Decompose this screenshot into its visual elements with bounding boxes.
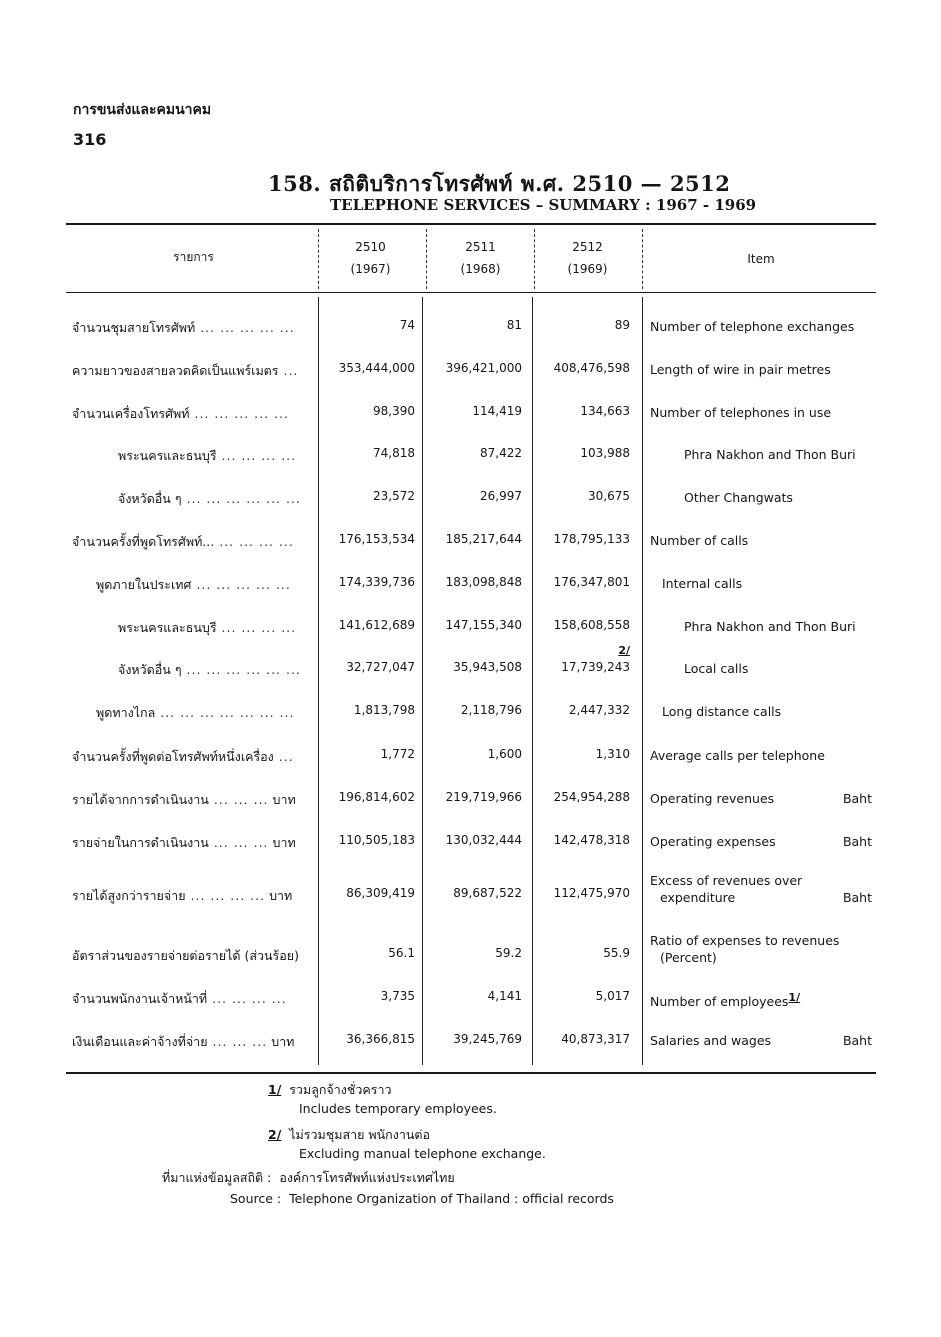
row-label-english-line2: (Percent) [660, 950, 717, 965]
row-label-thai-text: รายได้จากการดำเนินงาน [72, 792, 209, 807]
value-1968: 1,600 [487, 747, 522, 761]
row-label-english-text: Length of wire in pair metres [650, 362, 831, 377]
row-label-thai [72, 747, 315, 767]
row-label-english-text: Other Changwats [684, 490, 793, 505]
col-divider [642, 229, 643, 289]
header-year-3-ce: (1969) [567, 262, 608, 276]
header-year-1-be: 2510 [355, 240, 386, 254]
row-label-english-text: Salaries and wages [650, 1033, 772, 1048]
leader-dots: ... ... ... ... [214, 534, 294, 549]
row-label-english [650, 833, 872, 850]
row-unit-thai: บาท [268, 835, 296, 850]
leader-dots: ... ... ... ... ... ... [181, 491, 301, 506]
value-1968: 2,118,796 [460, 703, 522, 717]
row-label-english [650, 747, 872, 764]
row-label-thai-text: รายจ่ายในการดำเนินงาน [72, 835, 209, 850]
row-unit-thai: บาท [267, 1034, 295, 1049]
value-1968: 4,141 [487, 989, 522, 1003]
row-label-thai [72, 946, 315, 966]
col-divider [318, 229, 319, 289]
value-1967: 74,818 [373, 446, 415, 460]
value-1967: 23,572 [373, 489, 415, 503]
leader-dots: ... [273, 749, 294, 764]
table-title-english: TELEPHONE SERVICES – SUMMARY : 1967 - 1969 [330, 196, 757, 214]
row-label-thai-text: พูดทางไกล [96, 705, 156, 720]
table-title-thai-text: สถิติบริการโทรศัพท์ พ.ศ. 2510 — 2512 [328, 171, 731, 196]
value-1969-footnote-mark: 2/ [618, 644, 630, 657]
row-footnote-mark: 1/ [788, 991, 801, 1004]
row-label-english-text: Ratio of expenses to revenues [650, 933, 840, 948]
value-1967: 32,727,047 [346, 660, 415, 674]
footnote-1-thai: รวมลูกจ้างชั่วคราว [289, 1082, 392, 1097]
row-unit-english: Baht [842, 890, 872, 905]
row-label-english [650, 532, 872, 549]
value-1969: 1,310 [595, 747, 630, 761]
row-label-thai [72, 703, 339, 723]
row-label-english [650, 618, 906, 635]
value-1968: 114,419 [472, 404, 522, 418]
row-label-thai [72, 404, 315, 424]
header-year-2-be: 2511 [465, 240, 496, 254]
leader-dots: ... ... ... [208, 835, 269, 850]
row-label-english [650, 703, 884, 720]
col-divider [534, 229, 535, 289]
leader-dots: ... ... ... ... ... ... [181, 662, 301, 677]
row-label-thai [72, 318, 315, 338]
source-text-english: Telephone Organization of Thailand : official records [289, 1191, 614, 1206]
row-label-english-text: Excess of revenues over [650, 873, 803, 888]
row-unit-english: Baht [842, 1033, 872, 1048]
header-year-1 [318, 236, 423, 280]
value-1968: 396,421,000 [445, 361, 522, 375]
value-1968: 89,687,522 [453, 886, 522, 900]
row-label-thai-text: จังหวัดอื่น ๆ [118, 662, 182, 677]
footnote-1-english: Includes temporary employees. [299, 1101, 497, 1116]
row-label-english-line2: expenditure [660, 890, 736, 905]
value-1967: 86,309,419 [346, 886, 415, 900]
header-item-thai: รายการ [173, 250, 214, 264]
row-label-english-text: Operating expenses [650, 834, 776, 849]
row-label-english-text: Long distance calls [662, 704, 782, 719]
row-label-english [650, 404, 872, 421]
value-1968: 185,217,644 [445, 532, 522, 546]
row-label-thai [72, 361, 315, 381]
row-label-english-text: Number of telephones in use [650, 405, 832, 420]
source-label-english: Source : [230, 1191, 282, 1206]
value-1969: 158,608,558 [553, 618, 630, 632]
value-1967: 110,505,183 [338, 833, 415, 847]
row-label-english-text: Number of telephone exchanges [650, 319, 855, 334]
row-label-english-text: Phra Nakhon and Thon Buri [684, 619, 856, 634]
row-label-thai [72, 575, 339, 595]
footnote-1 [268, 1080, 391, 1100]
row-unit-thai: บาท [268, 792, 296, 807]
value-1969: 134,663 [580, 404, 630, 418]
value-1969: 112,475,970 [553, 886, 630, 900]
value-1967: 36,366,815 [346, 1032, 415, 1046]
value-1967: 174,339,736 [338, 575, 415, 589]
value-1967: 141,612,689 [338, 618, 415, 632]
value-1967: 56.1 [388, 946, 415, 960]
row-label-english-text: Operating revenues [650, 791, 775, 806]
row-label-english [650, 989, 872, 1010]
header-year-1-ce: (1967) [350, 262, 391, 276]
value-1967: 196,814,602 [338, 790, 415, 804]
header-year-2 [428, 236, 533, 280]
footnote-2 [268, 1125, 430, 1145]
row-label-english [650, 790, 872, 807]
value-1969: 103,988 [580, 446, 630, 460]
row-unit-english: Baht [842, 834, 872, 849]
footnote-1-mark: 1/ [268, 1082, 282, 1097]
row-label-thai-text: พระนครและธนบุรี [118, 620, 217, 635]
header-rule [66, 292, 876, 293]
value-1967: 353,444,000 [338, 361, 415, 375]
row-label-thai-text: รายได้สูงกว่ารายจ่าย [72, 888, 186, 903]
row-label-thai [72, 532, 315, 552]
value-1967: 98,390 [373, 404, 415, 418]
value-1967: 1,772 [380, 747, 415, 761]
value-1969: 5,017 [595, 989, 630, 1003]
value-1969: 178,795,133 [553, 532, 630, 546]
row-label-thai-text: จำนวนครั้งที่พูดต่อโทรศัพท์หนึ่งเครื่อง [72, 749, 274, 764]
row-unit-thai: บาท [265, 888, 293, 903]
value-1969: 89 [614, 318, 630, 332]
value-1969: 17,739,243 [561, 660, 630, 674]
row-label-english [650, 1032, 872, 1049]
value-1968: 219,719,966 [445, 790, 522, 804]
value-1967: 3,735 [380, 989, 415, 1003]
row-label-thai-text: จำนวนครั้งที่พูดโทรศัพท์... [72, 534, 215, 549]
leader-dots: ... ... ... ... [216, 448, 297, 463]
row-label-thai-text: ความยาวของสายลวดคิดเป็นแพร์เมตร [72, 363, 279, 378]
source-thai [162, 1168, 455, 1188]
row-label-thai [72, 989, 315, 1009]
row-label-thai-text: พูดภายในประเทศ [96, 577, 192, 592]
value-1968: 183,098,848 [445, 575, 522, 589]
row-label-english-text: Number of calls [650, 533, 749, 548]
row-label-thai-text: พระนครและธนบุรี [118, 448, 217, 463]
footnote-2-thai: ไม่รวมชุมสาย พนักงานต่อ [289, 1127, 431, 1142]
header-year-3-be: 2512 [572, 240, 603, 254]
value-1969: 40,873,317 [561, 1032, 630, 1046]
value-1969: 142,478,318 [553, 833, 630, 847]
row-label-english-text: Average calls per telephone [650, 748, 825, 763]
footnote-2-english: Excluding manual telephone exchange. [299, 1146, 546, 1161]
value-1969: 254,954,288 [553, 790, 630, 804]
row-label-english [650, 932, 872, 966]
leader-dots: ... ... ... [208, 792, 269, 807]
row-label-english [650, 660, 906, 677]
col-divider [422, 297, 423, 1065]
source-english [230, 1191, 614, 1206]
value-1968: 147,155,340 [445, 618, 522, 632]
col-divider [642, 297, 643, 1065]
row-label-english [650, 872, 872, 906]
col-divider [426, 229, 427, 289]
row-label-thai [72, 790, 315, 810]
value-1967: 176,153,534 [338, 532, 415, 546]
row-label-english-text: Local calls [684, 661, 749, 676]
value-1968: 35,943,508 [453, 660, 522, 674]
value-1969: 55.9 [603, 946, 630, 960]
row-label-english [650, 361, 872, 378]
value-1969: 30,675 [588, 489, 630, 503]
leader-dots: ... ... ... ... [216, 620, 297, 635]
row-label-thai-text: จังหวัดอื่น ๆ [118, 491, 182, 506]
page-number: 316 [73, 130, 107, 149]
leader-dots: ... ... ... ... [207, 991, 287, 1006]
row-label-english-text: Number of employees [650, 994, 789, 1010]
row-label-thai-text: จำนวนเครื่องโทรศัพท์ [72, 406, 190, 421]
value-1968: 87,422 [480, 446, 522, 460]
leader-dots: ... ... ... ... ... [195, 320, 295, 335]
row-label-english [650, 489, 906, 506]
value-1969: 176,347,801 [553, 575, 630, 589]
value-1968: 130,032,444 [445, 833, 522, 847]
top-rule [66, 223, 876, 225]
leader-dots: ... ... ... ... ... [189, 406, 289, 421]
row-label-english-text: Internal calls [662, 576, 743, 591]
leader-dots: ... ... ... [207, 1034, 268, 1049]
leader-dots: ... ... ... ... ... [191, 577, 291, 592]
header-item-english: Item [747, 252, 775, 266]
leader-dots: ... ... ... ... [185, 888, 266, 903]
value-1968: 59.2 [495, 946, 522, 960]
value-1969: 2,447,332 [568, 703, 630, 717]
source-text-thai: องค์การโทรศัพท์แห่งประเทศไทย [279, 1170, 455, 1185]
row-label-thai [72, 833, 315, 853]
row-unit-english: Baht [842, 791, 872, 806]
value-1968: 39,245,769 [453, 1032, 522, 1046]
row-label-thai-text: จำนวนชุมสายโทรศัพท์ [72, 320, 196, 335]
value-1968: 81 [506, 318, 522, 332]
row-label-english [650, 575, 884, 592]
value-1967: 74 [399, 318, 415, 332]
bottom-rule [66, 1072, 876, 1074]
source-label-thai: ที่มาแห่งข้อมูลสถิติ : [162, 1170, 272, 1185]
leader-dots: ... [278, 363, 299, 378]
row-label-thai-text: อัตราส่วนของรายจ่ายต่อรายได้ (ส่วนร้อย) [72, 948, 299, 963]
table-number: 158. [268, 171, 322, 196]
value-1969: 408,476,598 [553, 361, 630, 375]
row-label-thai-text: เงินเดือนและค่าจ้างที่จ่าย [72, 1034, 208, 1049]
row-label-thai [72, 1032, 315, 1052]
row-label-thai-text: จำนวนพนักงานเจ้าหน้าที่ [72, 991, 208, 1006]
row-label-thai [72, 886, 315, 906]
row-label-english [650, 446, 906, 463]
value-1967: 1,813,798 [353, 703, 415, 717]
row-label-english-text: Phra Nakhon and Thon Buri [684, 447, 856, 462]
leader-dots: ... ... ... ... ... ... ... [155, 705, 295, 720]
row-label-english [650, 318, 872, 335]
value-1968: 26,997 [480, 489, 522, 503]
header-year-2-ce: (1968) [460, 262, 501, 276]
section-title: การขนส่งและคมนาคม [73, 102, 212, 118]
header-year-3 [535, 236, 640, 280]
footnote-2-mark: 2/ [268, 1127, 282, 1142]
